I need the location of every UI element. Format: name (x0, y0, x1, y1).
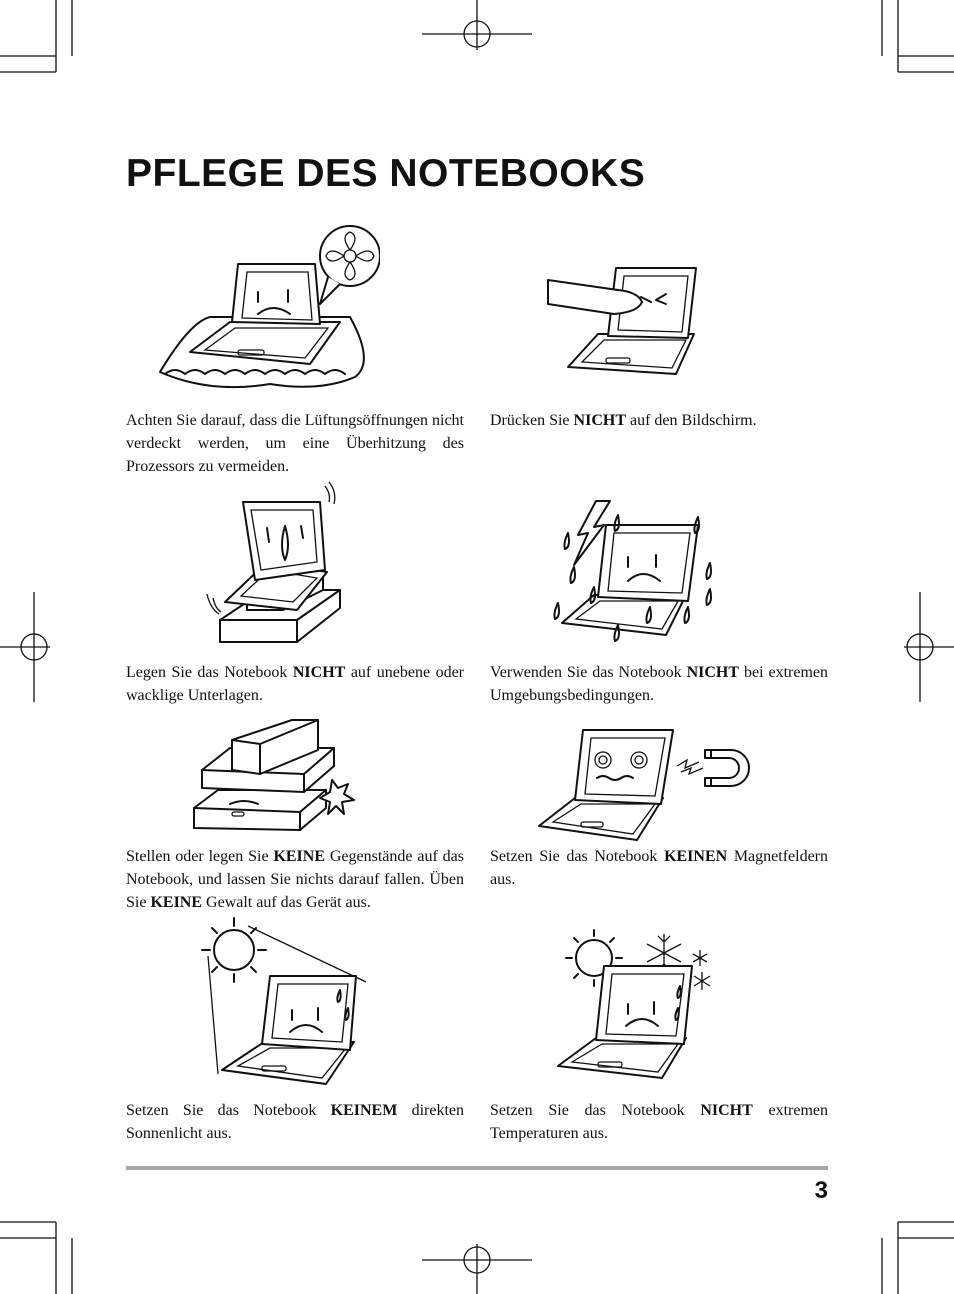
caption-text: Setzen Sie das Notebook (490, 1102, 701, 1119)
caption-text: Gewalt auf das Gerät aus. (202, 894, 371, 911)
caption-vents (126, 409, 464, 478)
caption-text: Legen Sie das Notebook (126, 664, 293, 681)
caption-text: Achten Sie darauf, dass die Lüftungsöffnungen nicht verdeckt werden, um eine Überhitzung des Prozessors zu vermeiden. (126, 412, 464, 475)
caption-text: Drücken Sie (490, 412, 574, 429)
page-number: 3 (814, 1177, 828, 1204)
page-title: PFLEGE DES NOTEBOOKS (126, 152, 646, 195)
caption-bold: NICHT (292, 664, 346, 681)
caption-sunlight (126, 1099, 464, 1145)
caption-text: Setzen Sie das Notebook (490, 848, 665, 865)
notebook-sunlight-illustration (198, 914, 370, 1092)
caption-text: Stellen oder legen Sie (126, 848, 274, 865)
caption-text: bei extremen Umgebungsbedingungen. (490, 664, 828, 704)
notebook-unstable-surface-illustration (205, 480, 345, 645)
notebook-extreme-environment-illustration (548, 495, 718, 650)
caption-environment (490, 661, 828, 707)
caption-magnet (490, 845, 828, 891)
caption-text: extremen Temperaturen aus. (490, 1102, 828, 1142)
caption-text: auf unebene oder wacklige Unterlagen. (126, 664, 464, 704)
caption-text: Magnetfeldern aus. (490, 848, 828, 888)
notebook-magnet-illustration (535, 722, 753, 844)
caption-bold: NICHT (700, 1102, 753, 1119)
caption-bold: KEINEM (330, 1102, 398, 1119)
caption-text: Gegenstände auf das Notebook, und lassen Sie nichts darauf fallen. Üben Sie (126, 848, 465, 911)
caption-bold: NICHT (573, 412, 626, 429)
caption-bold: KEINEN (664, 848, 728, 865)
caption-temperature (490, 1099, 828, 1145)
notebook-heavy-objects-illustration (190, 716, 362, 836)
caption-bold: NICHT (686, 664, 740, 681)
caption-text: direkten Sonnenlicht aus. (126, 1102, 464, 1142)
caption-screen (490, 409, 828, 432)
caption-objects (126, 845, 464, 914)
caption-text: auf den Bildschirm. (625, 412, 757, 429)
caption-text: Setzen Sie das Notebook (126, 1102, 331, 1119)
caption-bold: KEINE (273, 848, 326, 865)
notebook-extreme-temperature-illustration (552, 926, 722, 1086)
notebook-screen-press-illustration (546, 262, 708, 382)
caption-bold: KEINE (150, 894, 203, 911)
footer-rule (126, 1166, 828, 1170)
caption-text: Verwenden Sie das Notebook (490, 664, 687, 681)
notebook-vents-blocked-illustration (150, 222, 380, 394)
caption-surface (126, 661, 464, 707)
